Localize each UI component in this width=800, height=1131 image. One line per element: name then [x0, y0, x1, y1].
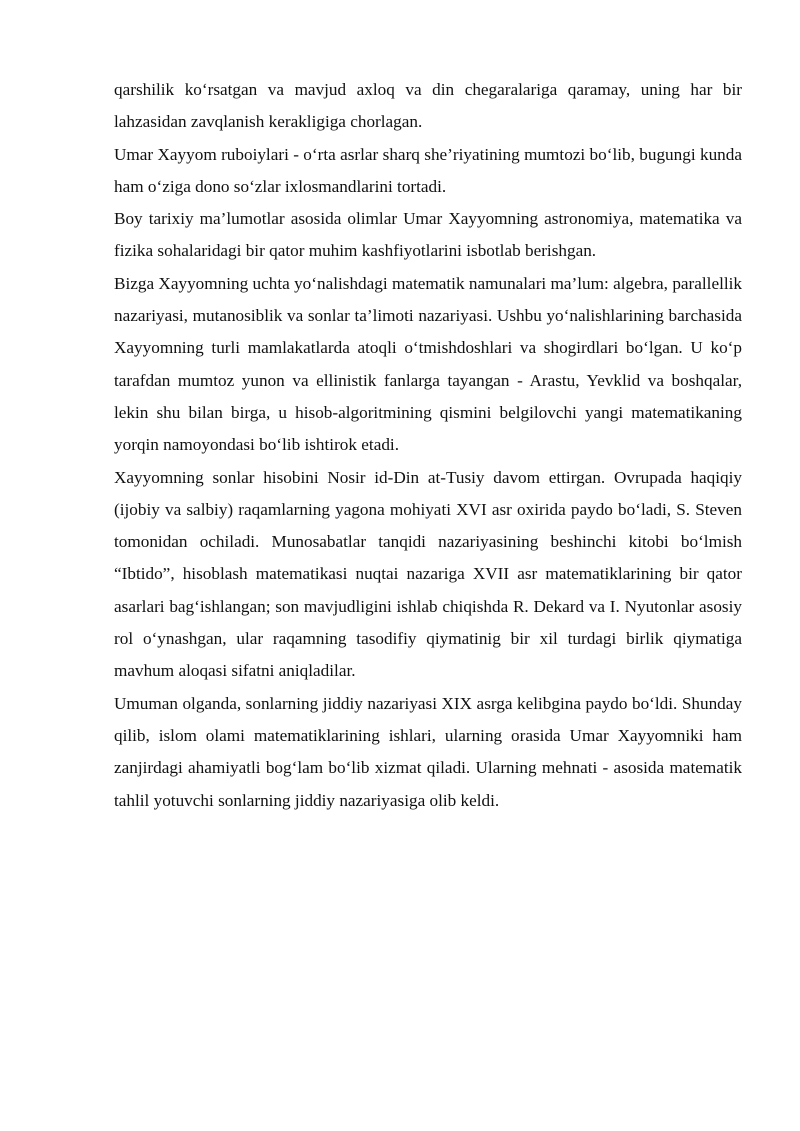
document-page: [114, 74, 742, 817]
paragraph-5: Xayyomning sonlar hisobini Nosir id-Din at-Tusiy davom ettirgan. Ovrupada haqiqiy (ijobiy va salbiy) raqamlarning yagona mohiyati XVI asr oxirida paydo bo‘ladi, S. Steven tomonidan ochiladi. Munosabatlar tanqidi nazariyasining beshinchi kitobi bo‘lmish “Ibtido”, hisoblash matematikasi nuqtai nazariga XVII asr matematiklarining bir qator asarlari bag‘ishlangan; son mavjudligini ishlab chiqishda R. Dekard va I. Nyutonlar asosiy rol o‘ynashgan, ular raqamning tasodifiy qiymatinig bir xil turdagi birlik qiymatiga mavhum aloqasi sifatni aniqladilar.: [114, 467, 742, 681]
paragraph-3: Boy tarixiy ma’lumotlar asosida olimlar Umar Xayyomning astronomiya, matematika va fizika sohalaridagi bir qator muhim kashfiyotlarini isbotlab berishgan.: [114, 209, 742, 261]
paragraph-1: qarshilik ko‘rsatgan va mavjud axloq va din chegaralariga qaramay, uning har bir lahzasidan zavqlanish kerakligiga chorlagan.: [114, 80, 742, 132]
paragraph-4: Bizga Xayyomning uchta yo‘nalishdagi matematik namunalari ma’lum: algebra, parallellik nazariyasi, mutanosiblik va sonlar ta’limoti nazariyasi. Ushbu yo‘nalishlarining barchasida Xayyomning turli mamlakatlarda atoqli o‘tmishdoshlari va shogirdlari bo‘lgan. U ko‘p tarafdan mumtoz yunon va ellinistik fanlarga tayangan - Arastu, Yevklid va boshqalar, lekin shu bilan birga, u hisob-algoritmining qismini belgilovchi yangi matematikaning yorqin namoyondasi bo‘lib ishtirok etadi.: [114, 273, 742, 455]
paragraph-6: Umuman olganda, sonlarning jiddiy nazariyasi XIX asrga kelibgina paydo bo‘ldi. Shunday qilib, islom olami matematiklarining ishlari, ularning orasida Umar Xayyomniki ham zanjirdagi ahamiyatli bog‘lam bo‘lib xizmat qiladi. Ularning mehnati - asosida matematik tahlil yotuvchi sonlarning jiddiy nazariyasiga olib keldi.: [114, 693, 742, 810]
paragraph-2: Umar Xayyom ruboiylari - o‘rta asrlar sharq she’riyatining mumtozi bo‘lib, bugungi kunda ham o‘ziga dono so‘zlar ixlosmandlarini tortadi.: [114, 144, 742, 196]
